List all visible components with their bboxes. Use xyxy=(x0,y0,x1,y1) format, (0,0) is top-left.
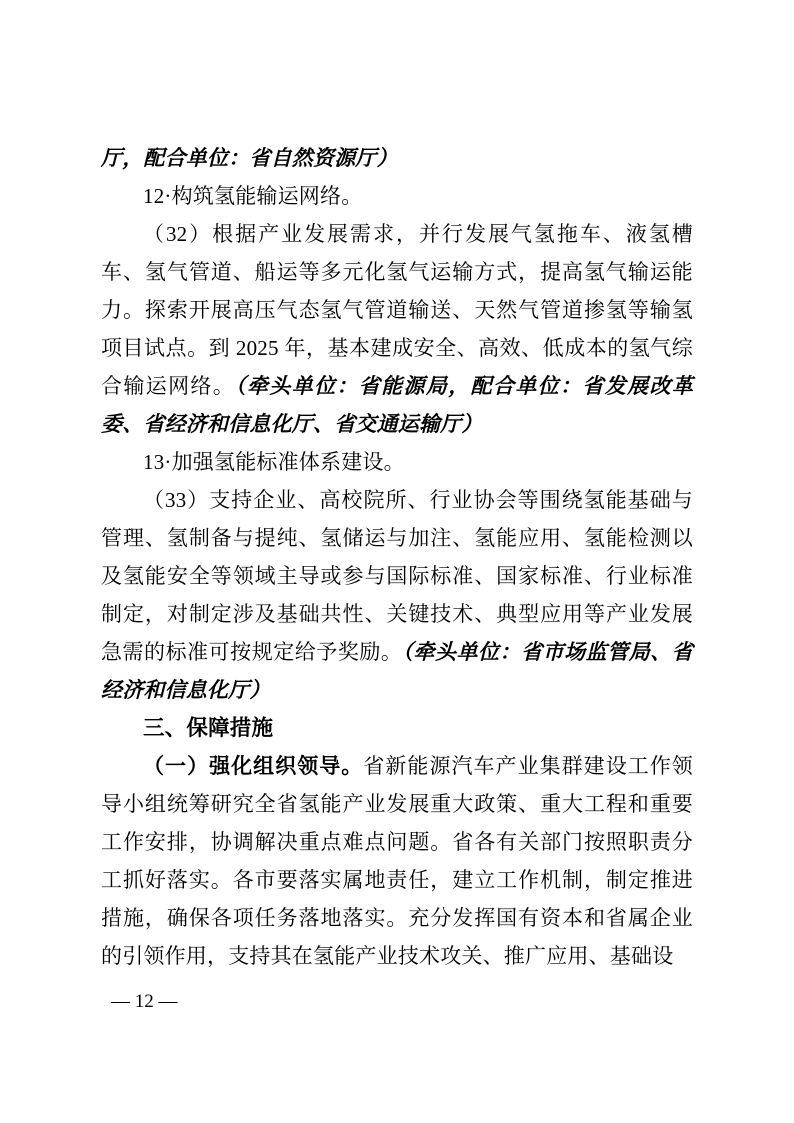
paragraph-sub1-lead: （一）强化组织领导。 xyxy=(143,754,364,778)
paragraph-32-body: （32）根据产业发展需求，并行发展气氢拖车、液氢槽车、氢气管道、船运等多元化氢气运输方式，提高氢气输运能力。探索开展高压气态氢气管道输送、天然气管道掺氢等输氢项目试点。到 2025 年，基本建成安全、高效、低成本的氢气综合输运网络。 xyxy=(101,222,693,398)
paragraph-sub1 xyxy=(101,747,693,975)
unit-attribution-continuation: 厅，配合单位：省自然资源厅） xyxy=(101,146,398,170)
paragraph-sub1-body: 省新能源汽车产业集群建设工作领导小组统筹研究全省氢能产业发展重大政策、重大工程和重要工作安排，协调解决重点难点问题。省各有关部门按照职责分工抓好落实。各市要落实属地责任，建立工作机制，制定推进措施，确保各项任务落地落实。充分发挥国有资本和省属企业的引领作用，支持其在氢能产业技术攻关、推广应用、基础设 xyxy=(101,754,694,968)
paragraph-33-unit-attribution: （牵头单位：省市场监管局、省经济和信息化厅） xyxy=(101,640,693,702)
section-3-heading-text: 三、保障措施 xyxy=(143,716,274,740)
paragraph-33-body: （33）支持企业、高校院所、行业协会等围绕氢能基础与管理、氢制备与提纯、氢储运与加注、氢能应用、氢能检测以及氢能安全等领域主导或参与国际标准、国家标准、行业标准制定，对制定涉及基础共性、关键技术、典型应用等产业发展急需的标准可按规定给予奖励。 xyxy=(101,488,693,664)
item-12-heading xyxy=(101,177,693,215)
page-number: — 12 — xyxy=(111,991,178,1012)
document-body xyxy=(101,139,693,975)
paragraph-32 xyxy=(101,215,693,443)
section-3-heading xyxy=(101,709,693,747)
paragraph-continuation xyxy=(101,139,693,177)
paragraph-33 xyxy=(101,481,693,709)
item-12-heading-text: 12·构筑氢能输运网络。 xyxy=(143,184,363,208)
paragraph-32-unit-attribution: （牵头单位：省能源局，配合单位：省发展改革委、省经济和信息化厅、省交通运输厅） xyxy=(101,374,694,436)
item-13-heading xyxy=(101,443,693,481)
item-13-heading-text: 13·加强氢能标准体系建设。 xyxy=(143,450,405,474)
